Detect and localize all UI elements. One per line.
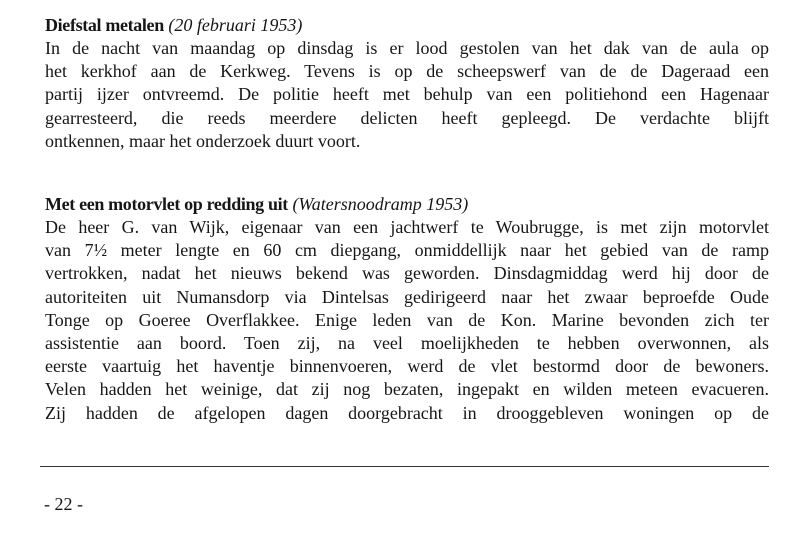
article-title: Met een motorvlet op redding uit bbox=[45, 194, 288, 214]
text-line: De heer G. van Wijk, eigenaar van een jachtwerf te Woubrugge, is met zijn motorvlet bbox=[45, 217, 769, 237]
article-title: Diefstal metalen bbox=[45, 15, 164, 35]
text-line: In de nacht van maandag op dinsdag is er lood gestolen van het dak van de aula op bbox=[45, 38, 769, 58]
article-body bbox=[45, 37, 769, 153]
text-line: gearresteerd, die reeds meerdere delicten heeft gepleegd. De verdachte blijft bbox=[45, 107, 769, 128]
text-line: vertrokken, nadat het nieuws bekend was geworden. Dinsdagmiddag werd hij door de bbox=[45, 263, 769, 284]
article-motorvlet-redding bbox=[45, 193, 769, 425]
article-heading bbox=[45, 14, 769, 36]
text-line: partij ijzer ontvreemd. De politie heeft met behulp van een politiehond een Hagenaar bbox=[45, 84, 769, 105]
text-line: van 7½ meter lengte en 60 cm diepgang, onmiddellijk naar het gebied van de ramp bbox=[45, 240, 769, 261]
article-body bbox=[45, 216, 769, 425]
text-line: Tonge op Goeree Overflakkee. Enige leden van de Kon. Marine bevonden zich ter bbox=[45, 309, 769, 330]
text-line: assistentie aan boord. Toen zij, na veel moelijkheden te hebben overwonnen, als bbox=[45, 332, 769, 353]
text-line: Zij hadden de afgelopen dagen doorgebracht in drooggebleven woningen op de bbox=[45, 402, 769, 423]
text-line: Velen hadden het weinige, dat zij nog bezaten, ingepakt en wilden meteen evacueren. bbox=[45, 379, 769, 400]
article-date: (Watersnoodramp 1953) bbox=[292, 194, 469, 214]
article-diefstal-metalen bbox=[45, 14, 769, 153]
text-line: het kerkhof aan de Kerkweg. Tevens is op de scheepswerf van de de Dageraad een bbox=[45, 61, 769, 82]
footer-divider bbox=[40, 466, 769, 467]
page-number: - 22 - bbox=[44, 494, 83, 514]
text-line: autoriteiten uit Numansdorp via Dintelsas gedirigeerd naar het zwaar beproefde Oude bbox=[45, 286, 769, 307]
text-line: eerste vaartuig het haventje binnenvoeren, werd de vlet bestormd door de bewoners. bbox=[45, 356, 769, 377]
article-date: (20 februari 1953) bbox=[168, 15, 303, 35]
text-line: ontkennen, maar het onderzoek duurt voort. bbox=[45, 130, 361, 151]
article-heading bbox=[45, 193, 769, 215]
